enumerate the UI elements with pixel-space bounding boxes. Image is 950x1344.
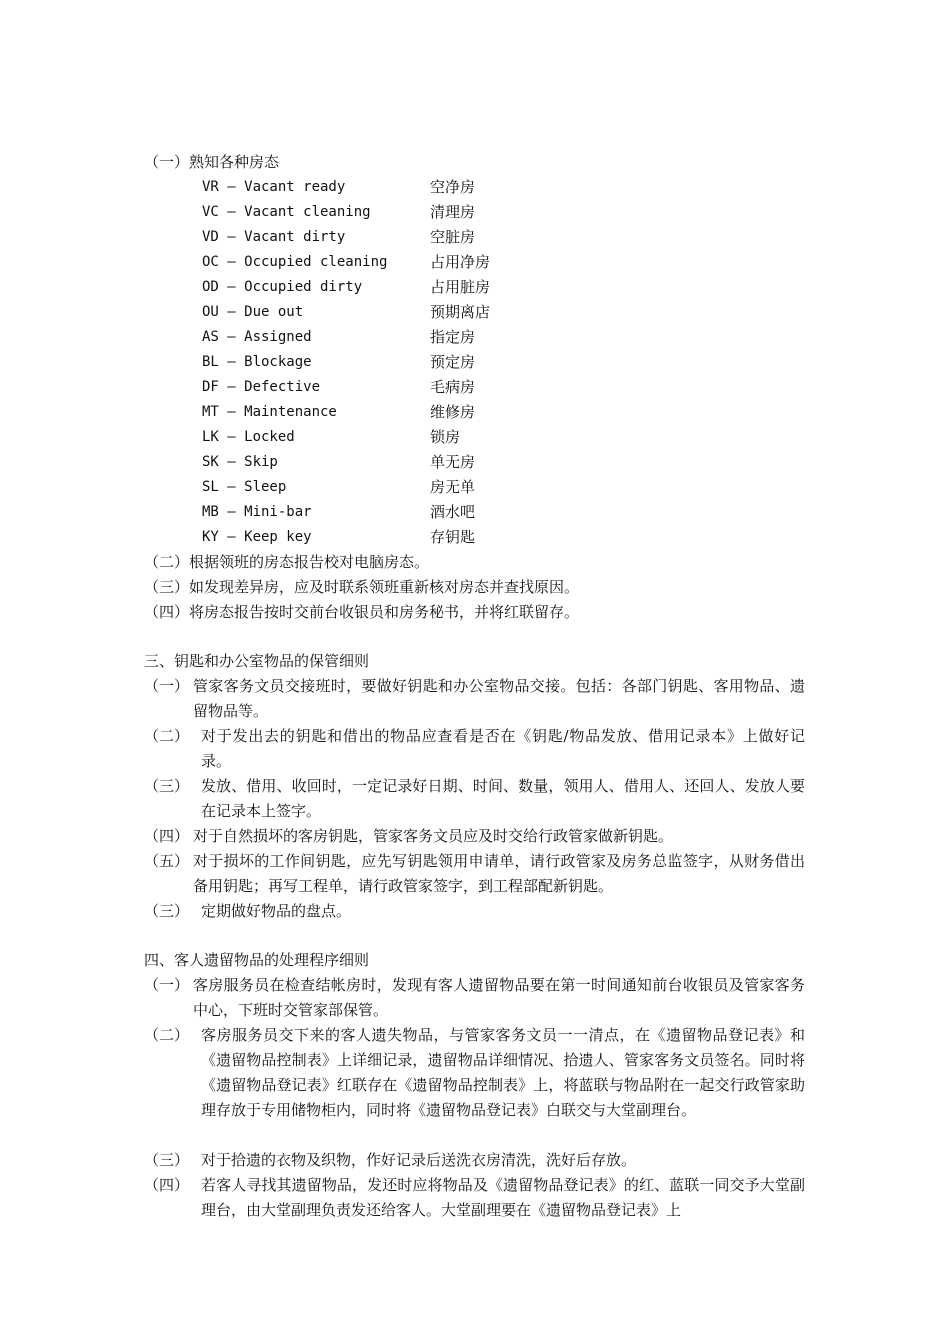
- status-cn: 单无房: [430, 453, 476, 471]
- status-cn: 清理房: [430, 203, 476, 221]
- status-cn: 预定房: [430, 353, 476, 371]
- item-number: （三）: [144, 1151, 190, 1169]
- item-number: （一）: [144, 677, 190, 695]
- status-cn: 房无单: [430, 478, 476, 496]
- status-code: SK — Skip: [202, 454, 278, 470]
- section-heading: 三、钥匙和办公室物品的保管细则: [144, 652, 370, 670]
- status-cn: 预期离店: [430, 303, 491, 321]
- item-text: 对于自然损坏的客房钥匙，管家客务文员应及时交给行政管家做新钥匙。: [193, 827, 674, 845]
- status-cn: 指定房: [430, 328, 476, 346]
- status-code: KY — Keep key: [202, 529, 312, 545]
- item-text: 对于损坏的工作间钥匙，应先写钥匙领用申请单，请行政管家及房务总监签字，从财务借出备用钥匙；再写工程单，请行政管家签字，到工程部配新钥匙。: [193, 852, 805, 895]
- status-code: AS — Assigned: [202, 329, 312, 345]
- status-cn: 占用净房: [430, 253, 491, 271]
- item-number: （四）: [144, 827, 190, 845]
- status-cn: 毛病房: [430, 378, 476, 396]
- item-text: 发放、借用、收回时，一定记录好日期、时间、数量，领用人、借用人、还回人、发放人要在记录本上签字。: [201, 777, 805, 820]
- status-code: LK — Locked: [202, 429, 295, 445]
- item-number: （三）: [144, 902, 190, 920]
- status-code: MT — Maintenance: [202, 404, 337, 420]
- room-status-title: （一）熟知各种房态: [144, 153, 280, 171]
- paragraph: （三）如发现差异房，应及时联系领班重新核对房态并查找原因。: [144, 578, 580, 596]
- status-cn: 空脏房: [430, 228, 476, 246]
- item-number: （二）: [144, 1026, 190, 1044]
- status-cn: 锁房: [430, 428, 461, 446]
- item-text: 对于拾遗的衣物及织物，作好记录后送洗衣房清洗，洗好后存放。: [201, 1151, 637, 1169]
- item-number: （二）: [144, 727, 190, 745]
- item-text: 对于发出去的钥匙和借出的物品应查看是否在《钥匙/物品发放、借用记录本》上做好记录。: [201, 727, 805, 770]
- item-number: （一）: [144, 976, 190, 994]
- item-text: 定期做好物品的盘点。: [201, 902, 352, 920]
- status-cn: 维修房: [430, 403, 476, 421]
- status-cn: 存钥匙: [430, 528, 476, 546]
- status-code: OD — Occupied dirty: [202, 279, 363, 295]
- status-code: VR — Vacant ready: [202, 179, 346, 195]
- paragraph: （二）根据领班的房态报告校对电脑房态。: [144, 553, 430, 571]
- status-cn: 空净房: [430, 178, 476, 196]
- item-number: （四）: [144, 1176, 190, 1194]
- status-code: SL — Sleep: [202, 479, 287, 495]
- item-number: （三）: [144, 777, 190, 795]
- status-code: OU — Due out: [202, 304, 304, 320]
- item-text: 若客人寻找其遗留物品，发还时应将物品及《遗留物品登记表》的红、蓝联一同交予大堂副理台，由大堂副理负责发还给客人。大堂副理要在《遗留物品登记表》上: [201, 1176, 805, 1219]
- item-number: （五）: [144, 852, 190, 870]
- status-code: BL — Blockage: [202, 354, 312, 370]
- status-code: VC — Vacant cleaning: [202, 204, 371, 220]
- status-code: OC — Occupied cleaning: [202, 254, 388, 270]
- status-code: DF — Defective: [202, 379, 321, 395]
- item-text: 客房服务员在检查结帐房时，发现有客人遗留物品要在第一时间通知前台收银员及管家客务中心，下班时交管家部保管。: [193, 976, 805, 1019]
- item-text: 管家客务文员交接班时，要做好钥匙和办公室物品交接。包括：各部门钥匙、客用物品、遗留物品等。: [193, 677, 805, 720]
- paragraph: （四）将房态报告按时交前台收银员和房务秘书，并将红联留存。: [144, 603, 580, 621]
- item-text: 客房服务员交下来的客人遗失物品，与管家客务文员一一清点，在《遗留物品登记表》和《遗留物品控制表》上详细记录，遗留物品详细情况、拾遗人、管家客务文员签名。同时将《遗留物品登记表》红联存在《遗留物品控制表》上，将蓝联与物品附在一起交行政管家助理存放于专用储物柜内，同时将《遗留物品登记表》白联交与大堂副理台。: [201, 1026, 805, 1119]
- status-cn: 酒水吧: [430, 503, 476, 521]
- status-cn: 占用脏房: [430, 278, 491, 296]
- section-heading: 四、客人遗留物品的处理程序细则: [144, 951, 370, 969]
- status-code: VD — Vacant dirty: [202, 229, 346, 245]
- status-code: MB — Mini-bar: [202, 504, 312, 520]
